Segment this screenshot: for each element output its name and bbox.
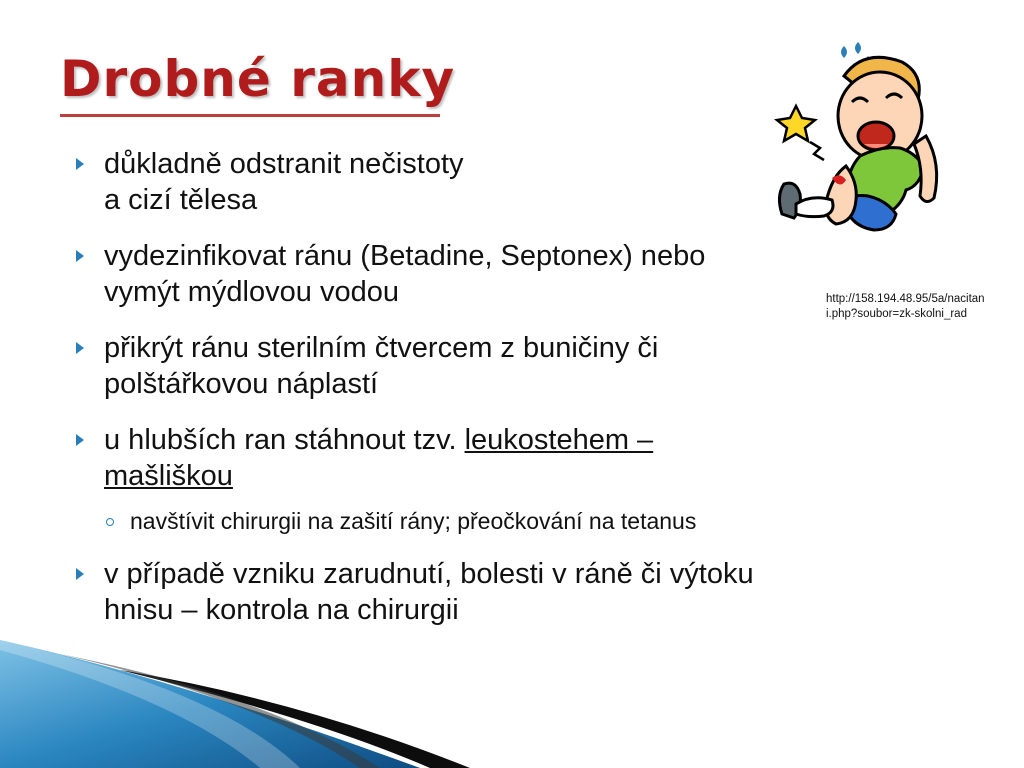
triangle-bullet-icon [76,342,84,354]
triangle-bullet-icon [76,568,84,580]
bullet-line: důkladně odstranit nečistoty [104,148,464,180]
bullet-line: v případě vzniku zarudnutí, bolesti v ráně či výtoku [104,558,754,590]
slide-title: Drobné ranky [60,50,456,108]
bullet-item [72,146,952,218]
bullet-line: přikrýt ránu sterilním čtvercem z buničiny či [104,332,659,364]
bullet-line: vydezinfikovat ránu (Betadine, Septonex) nebo [104,240,706,272]
ring-bullet-icon [106,518,114,526]
triangle-bullet-icon [76,434,84,446]
bullet-line: a cizí tělesa [104,184,258,216]
bullet-text: u hlubších ran stáhnout tzv. [104,424,465,456]
sub-bullet-item [72,506,952,536]
underlined-term: mašliškou [104,460,233,492]
triangle-bullet-icon [76,158,84,170]
bullet-list [72,146,952,648]
sub-bullet-text: navštívit chirurgii na zašití rány; přeočkování na tetanus [130,508,697,534]
bullet-item [72,330,952,402]
underlined-term: leukostehem – [464,424,654,456]
bullet-item [72,556,952,628]
pain-star-icon [777,106,815,141]
bullet-item [72,238,952,310]
bullet-line: polštářkovou náplastí [104,368,379,400]
bullet-line: hnisu – kontrola na chirurgii [104,594,459,626]
triangle-bullet-icon [76,250,84,262]
title-underline [60,114,440,117]
bullet-line [104,422,952,458]
bullet-line: vymýt mýdlovou vodou [104,276,399,308]
bullet-line [104,458,952,494]
image-source-caption: http://158.194.48.95/5a/nacitani.php?soubor=zk-skolni_rad [826,293,985,320]
bullet-item [72,422,952,494]
corner-decoration [0,640,1024,768]
